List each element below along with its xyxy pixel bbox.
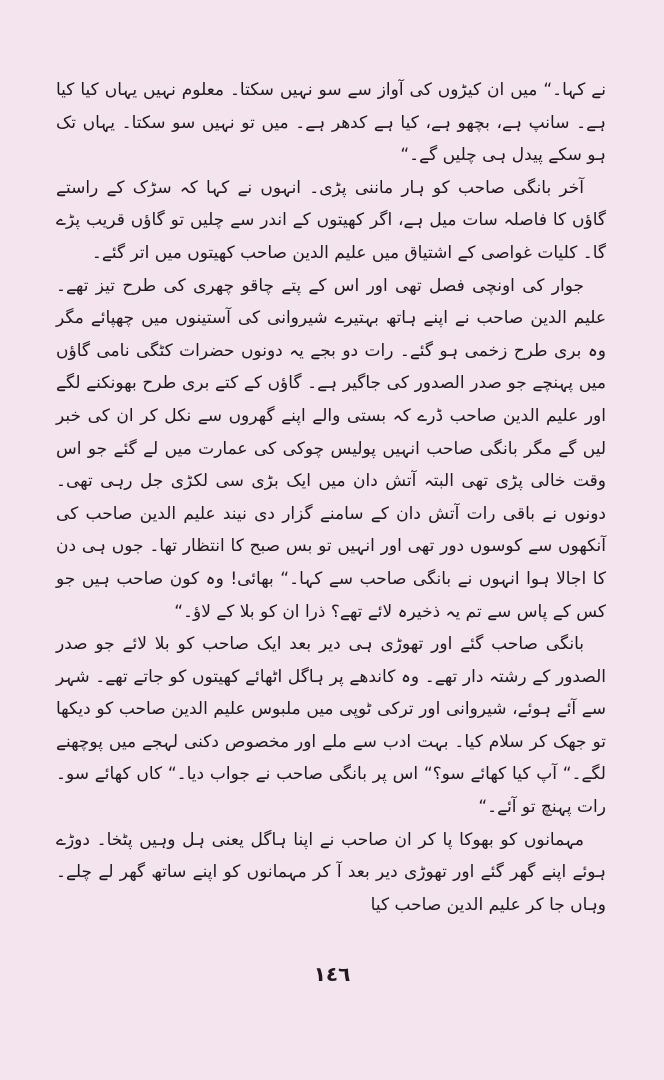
paragraph-2: آخر بانگی صاحب کو ہار ماننی پڑی۔ انہوں نے کہا کہ سڑک کے راستے گاؤں کا فاصلہ سات میل ہے، اگر کھیتوں کے اندر سے چلیں تو گاؤں قریب پڑے گا۔ کلیات غواصی کے اشتیاق میں علیم الدین صاحب کھیتوں میں اتر گئے۔	[56, 177, 606, 263]
page-number: ١٤٦	[313, 962, 351, 986]
paragraph-5: مہمانوں کو بھوکا پا کر ان صاحب نے اپنا ہاگل یعنی ہل وہیں پٹخا۔ دوڑے ہوئے اپنے گھر گئے اور تھوڑی دیر بعد آ کر مہمانوں کو اپنے ساتھ گھر لے چلے۔ وہاں جا کر علیم الدین صاحب کیا	[56, 829, 606, 915]
paragraph-4: بانگی صاحب گئے اور تھوڑی ہی دیر بعد ایک صاحب کو بلا لائے جو صدر الصدور کے رشتہ دار تھے۔ وہ کاندھے پر ہاگل اٹھائے کھیتوں کو جاتے تھے۔ شہر سے آئے ہوئے، شیروانی اور ترکی ٹوپی میں ملبوس علیم الدین صاحب کو دیکھا تو جھک کر سلام کیا۔ بہت ادب سے ملے اور مخصوص دکنی لہجے میں پوچھنے لگے۔“ آپ کیا کھائے سو؟“ اس پر بانگی صاحب نے جواب دیا۔“ کاں کھائے سو۔ رات پہنچ تو آئے۔“	[56, 634, 606, 818]
paragraph-3: جوار کی اونچی فصل تھی اور اس کے پتے چاقو چھری کی طرح تیز تھے۔ علیم الدین صاحب نے اپنے ہاتھ بہتیرے شیروانی کی آستینوں میں چھپائے مگر وہ بری طرح زخمی ہو گئے۔ رات دو بجے یہ دونوں حضرات کٹگی نامی گاؤں میں پہنچے جو صدر الصدور کی جاگیر ہے۔ گاؤں کے کتے بری طرح بھونکنے لگے اور علیم الدین صاحب ڈرے کہ بستی والے اپنے گھروں سے نکل کر ان کی خبر لیں گے مگر بانگی صاحب انہیں پولیس چوکی کی عمارت میں لے گئے جو اس وقت خالی پڑی تھی البتہ آتش دان میں ایک بڑی سی لکڑی جل رہی تھی۔ دونوں نے باقی رات آتش دان کے سامنے گزار دی نیند علیم الدین صاحب کی آنکھوں سے کوسوں دور تھی اور انہیں تو بس صبح کا انتظار تھا۔ جوں ہی دن کا اجالا ہوا انہوں نے بانگی صاحب سے کہا۔“ بھائی! وہ کون صاحب ہیں جو کس کے پاس سے تم یہ ذخیرہ لائے تھے؟ ذرا ان کو بلا کے لاؤ۔“	[56, 275, 606, 622]
paragraph-1: نے کہا۔“ میں ان کیڑوں کی آواز سے سو نہیں سکتا۔ معلوم نہیں یہاں کیا کیا ہے۔ سانپ ہے، بچھو ہے، کیا ہے کدھر ہے۔ میں تو نہیں سو سکتا۔ یہاں تک ہو سکے پیدل ہی چلیں گے۔“	[56, 80, 606, 166]
page-body-text	[56, 74, 606, 921]
